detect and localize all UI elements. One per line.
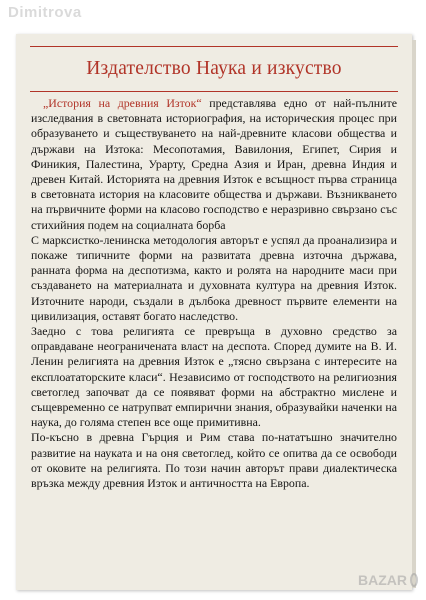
paragraph-conclusion: По-късно в древна Гърция и Рим става по-нататъшно значително развитие на науката и на оня светоглед, който се опитва да се освободи от оковите на религията. По този начин авторът прави диалектическа връзка между древния Изток и античността на Европа. [31, 430, 397, 491]
cover-body-text [31, 96, 397, 491]
watermark-text: Dimitrova [8, 4, 82, 21]
paragraph-methodology: С марксистко-ленинска методология авторът е успял да проанализира и покаже типичните форми на развитата древна източна държава, ранната форма на деспотизма, както и ролята на народните маси при създаването на материалната и духовната култура на древния Изток. Източните народи, създали в дълбока древност първите елементи на цивилизация, оставят богато наследство. [31, 232, 397, 323]
bazar-watermark [358, 568, 418, 592]
publisher-title-band [30, 46, 398, 92]
bazar-watermark-text: BAZAR [358, 572, 407, 588]
bazar-logo-icon [410, 573, 418, 587]
book-back-cover [16, 34, 412, 590]
publisher-title: Издателство Наука и изкуство [86, 58, 342, 79]
book-title-quote: „История на древния Изток“ [43, 96, 202, 110]
paragraph-intro [31, 96, 397, 233]
paragraph-religion: Заедно с това религията се превръща в духовно средство за оправдаване неограничената власт на деспота. Според думите на В. И. Ленин религията на древния Изток е „тясно свързана с интересите на експлоататорските класи“. Независимо от господството на религиозния светоглед започват да се появяват форми на абстрактно мислене и същевременно се натрупват емпирични знания, образувайки наченки на наука, до голяма степен все още примитивна. [31, 324, 397, 430]
paragraph-intro-text: представлява едно от най-пълните изследвания в световната историография, на историческия процес при образуването и съществуването на най-древните класови общества и държави на Изтока: Месопотамия, Вавилония, Египет, Сирия и Финикия, Палестина, Урарту, Средна Азия и Иран, древна Индия и древен Китай. Историята на древния Изток е всъщност първа страница в световната история на класовите общества и държави. Възникването на първичните форми на класово господство е неразривно свързано със стихийния подем на социалната борба [31, 96, 398, 232]
